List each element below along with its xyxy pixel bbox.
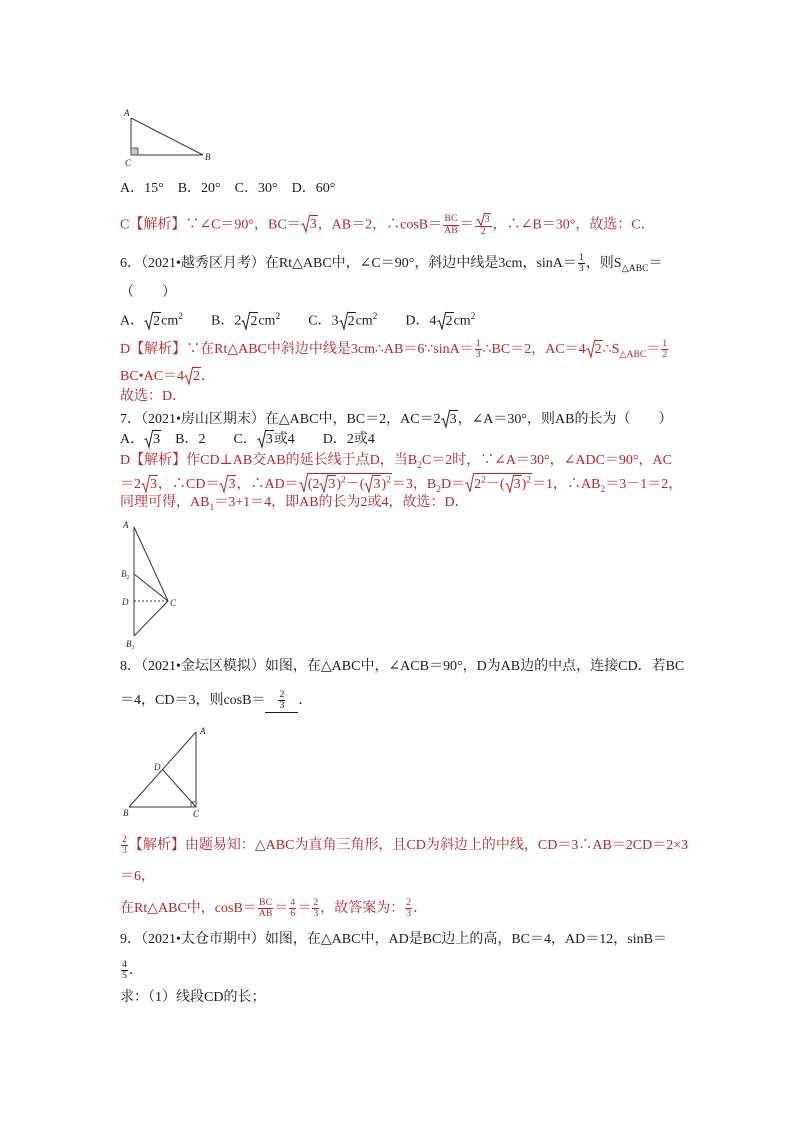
radical-sign-stroke [299, 473, 308, 491]
square-root [144, 312, 161, 329]
radical-sign-stroke [242, 312, 251, 329]
fraction [289, 898, 296, 920]
radical-sign-icon [184, 367, 193, 384]
vertex-label-b: B [123, 808, 129, 818]
subscript: 1 [209, 502, 215, 513]
math-text: ＝3+1＝4，即AB的长为2或4，故选：D． [214, 495, 469, 510]
math-text: 3 [265, 432, 273, 447]
math-text: 2 [662, 349, 668, 361]
q7-stem [120, 410, 672, 430]
subscript: △ABC [619, 349, 647, 360]
math-text: 2 [474, 477, 482, 492]
math-text: ＝6， [120, 869, 155, 884]
math-text: C【解析】∵∠C＝90°，BC＝ [120, 217, 301, 233]
math-text: 同理可得，AB [120, 495, 210, 510]
math-text: 3 [279, 700, 285, 712]
fraction-denominator [405, 909, 412, 919]
square-root [319, 475, 336, 492]
vertex-label-d: D [122, 597, 129, 607]
radicand [227, 475, 236, 492]
math-text: 5 [122, 970, 127, 982]
radical-sign-icon [301, 215, 310, 232]
radical-sign-stroke [220, 475, 229, 492]
math-text: ) [381, 477, 387, 492]
superscript: 2 [372, 312, 378, 322]
radical-sign-icon [586, 340, 595, 357]
math-text: A． [120, 432, 145, 447]
radical-sign-stroke [257, 430, 266, 447]
math-text: 2 [153, 313, 161, 329]
radicand [192, 367, 201, 384]
square-root [586, 340, 603, 357]
vertex-label-c: C [170, 598, 177, 608]
q6-solution-line-2 [120, 367, 215, 387]
square-root [505, 475, 522, 492]
fraction-denominator [475, 227, 492, 237]
math-text: 3 [228, 477, 236, 492]
radicand [445, 312, 454, 329]
radicand [473, 473, 532, 492]
radical-sign-icon [144, 430, 153, 447]
q8-stem-line-2 [120, 690, 312, 710]
vertex-label-b2-letter: B [121, 569, 127, 579]
radicand [152, 430, 161, 447]
math-text: ∴BC＝2，AC＝4 [482, 342, 586, 357]
math-text: D【解析】∵在Rt△ABC中斜边中线是3cm∴AB＝6∵sinA＝ [120, 342, 474, 357]
q7-options [120, 430, 375, 450]
math-text: C＝2时，∵∠A＝30°，∠ADC＝90°，AC [421, 453, 672, 468]
q6-options [120, 307, 475, 327]
superscript: 2 [275, 312, 281, 322]
vertex-label-b1 [126, 639, 135, 651]
math-text: D＝ [441, 477, 466, 492]
vertex-label-a: A [123, 520, 129, 530]
math-text: ． [201, 369, 216, 384]
radical-sign-icon [364, 475, 373, 492]
q6-solution-line-3 [120, 387, 186, 407]
radical-sign-icon [339, 312, 348, 329]
math-text: ＝ [459, 217, 474, 233]
math-text: 3 [484, 214, 490, 225]
math-text: 3 [313, 908, 319, 920]
q6-stem [120, 253, 663, 273]
radicand [309, 215, 318, 232]
radical-sign-stroke [437, 312, 446, 329]
fraction-denominator [121, 846, 128, 856]
fraction [312, 898, 319, 920]
math-text: 2 [122, 834, 127, 845]
square-root [219, 475, 236, 492]
math-text: ． [128, 963, 143, 978]
radicand [149, 475, 158, 492]
math-text: ＝1，∴AB [532, 477, 601, 492]
right-angle-mark [131, 148, 138, 155]
math-text: 1 [475, 338, 481, 349]
q8-solution-line-2 [120, 867, 155, 887]
vertex-label-b: B [205, 152, 211, 162]
fraction [121, 960, 128, 982]
math-text: 2 [279, 689, 285, 700]
math-text: 4 [290, 897, 296, 908]
fraction-denominator [312, 909, 319, 919]
answer-blank [265, 690, 298, 713]
q8-solution-line-3 [120, 898, 427, 918]
math-text: 3 [373, 477, 381, 492]
math-text: cm [453, 313, 471, 329]
radical-sign-stroke [301, 216, 310, 233]
radical-sign-icon [505, 475, 514, 492]
math-text: A． [120, 313, 145, 329]
fraction-denominator [578, 264, 585, 274]
math-text: ，故答案为： [320, 901, 405, 916]
radical-sign-stroke [339, 312, 348, 329]
radical-sign-icon [441, 410, 450, 427]
math-text: 3 [328, 477, 336, 492]
q9-stem-line-1 [120, 930, 667, 950]
radical-sign-icon [241, 312, 250, 329]
fraction [258, 898, 274, 920]
radical-sign-stroke [586, 340, 595, 357]
superscript: 2 [341, 475, 346, 486]
math-text: ) [521, 477, 527, 492]
radicand [152, 312, 161, 329]
q7-solution-line-2 [120, 473, 682, 493]
radical-sign-stroke [145, 312, 154, 329]
math-text: 故选：D． [120, 389, 187, 404]
math-text: ＝ [646, 342, 661, 357]
radicand [513, 475, 522, 492]
math-text: ∴S [602, 342, 620, 357]
radical-sign-icon [299, 473, 308, 492]
q9-stem-line-2 [120, 960, 143, 980]
math-text: 4 [122, 959, 127, 970]
fraction-denominator [443, 226, 459, 236]
math-text: 3 [449, 412, 457, 427]
math-text: BC [444, 213, 458, 225]
vertex-label-b1-letter: B [126, 639, 132, 649]
math-text: ＝2 [120, 477, 141, 492]
math-text: ＝ [274, 901, 289, 916]
math-text: 2 [445, 313, 453, 329]
radicand [327, 475, 336, 492]
math-text: AB [444, 224, 458, 236]
side-ab [131, 118, 203, 155]
radicand [265, 430, 274, 447]
fraction [443, 214, 459, 236]
vertex-label-a: A [200, 726, 206, 736]
math-text: ＝ [648, 256, 663, 271]
radical-sign-stroke [505, 475, 514, 492]
math-text: 3 [513, 477, 521, 492]
math-text: 7．（2021•房山区期末）在△ABC中，BC＝2，AC＝2 [120, 412, 441, 427]
math-text: 2 [250, 313, 258, 329]
q8-solution-line-1 [120, 835, 688, 855]
math-text: BC•AC＝4 [120, 369, 185, 384]
radicand [307, 473, 392, 492]
vertex-label-d: D [154, 762, 161, 772]
fraction-denominator [661, 350, 668, 360]
math-text: B．2 [183, 313, 242, 329]
radical-sign-stroke [145, 430, 154, 447]
math-text: ，∴CD＝ [158, 477, 220, 492]
math-text: 2 [313, 897, 319, 908]
math-text: cm [161, 313, 179, 329]
q7-triangle-figure [112, 515, 182, 655]
fraction [278, 690, 285, 712]
fraction-denominator [121, 971, 128, 981]
subscript: 2 [417, 460, 422, 471]
radical-sign-icon [437, 312, 446, 329]
q8-stem-line-1 [120, 657, 684, 677]
q8-right-triangle-figure [115, 722, 210, 822]
math-text: ． [413, 901, 428, 916]
math-text: D【解析】作CD⊥AB交AB的延长线于点D，当B [120, 453, 418, 468]
math-text: C．3 [280, 313, 339, 329]
square-root [144, 430, 161, 447]
radical-sign-stroke [320, 475, 329, 492]
radicand [449, 410, 458, 427]
square-root [184, 367, 201, 384]
radical-sign-stroke [184, 367, 193, 384]
math-text: ＝3－1＝2， [605, 477, 683, 492]
fraction-denominator [258, 909, 274, 919]
fraction-denominator [289, 909, 296, 919]
fraction [475, 339, 482, 361]
math-text: AB [258, 908, 273, 920]
radical-sign-stroke [141, 475, 150, 492]
square-root [241, 312, 258, 329]
line-a-c [134, 527, 168, 601]
radical-sign-icon [257, 430, 266, 447]
q5-solution [120, 213, 655, 237]
math-text: 2 [347, 313, 355, 329]
fraction [405, 898, 412, 920]
superscript: 2 [470, 312, 476, 322]
square-root [339, 312, 356, 329]
radical-sign-icon [465, 473, 474, 492]
line-b1-c [134, 601, 168, 636]
fraction-numerator [475, 213, 492, 227]
square-root [141, 475, 158, 492]
math-text: ． [298, 693, 313, 708]
math-text: ) [336, 477, 342, 492]
radical-sign-icon [219, 475, 228, 492]
math-text: ，∴AD＝ [236, 477, 299, 492]
math-text: －( [345, 477, 365, 492]
square-root [437, 312, 454, 329]
math-text: (2 [307, 477, 320, 492]
math-text: 1 [662, 338, 668, 349]
math-text: 2 [594, 342, 602, 357]
radical-sign-stroke [365, 475, 374, 492]
square-root [364, 475, 381, 492]
superscript: 2 [386, 475, 391, 486]
math-text: 3 [153, 432, 161, 447]
superscript: 2 [481, 475, 486, 486]
square-root [301, 215, 318, 232]
math-text: ＝ [297, 901, 312, 916]
radicand [249, 312, 258, 329]
math-text: 2 [193, 369, 201, 384]
fraction-denominator [475, 350, 482, 360]
q6-answer-paren [120, 283, 176, 303]
radicand [484, 213, 491, 226]
math-text: ，AB＝2，∴cosB＝ [317, 217, 443, 233]
vertex-label-a: A [124, 108, 130, 118]
math-text: A．15° B．20° C．30° D．60° [120, 181, 336, 196]
math-text: 9．（2021•太仓市期中）如图，在△ABC中，AD是BC边上的高，BC＝4，AD＝12，sinB＝ [120, 932, 667, 947]
q5-right-triangle-figure [110, 100, 220, 175]
q7-solution-line-1 [120, 451, 672, 471]
math-text: 3 [475, 349, 481, 361]
radical-sign-icon [319, 475, 328, 492]
median-cd [163, 770, 197, 808]
math-text: 8．（2021•金坛区模拟）如图，在△ABC中，∠ACB＝90°，D为AB边的中点，连接CD．若BC [120, 659, 685, 674]
vertex-label-c: C [125, 158, 132, 168]
subscript: 2 [600, 484, 606, 495]
radical-sign-stroke [466, 473, 475, 491]
math-text: 3 [578, 263, 584, 275]
math-text: BC [259, 897, 273, 908]
math-text: ，∴∠B＝30°，故选：C． [492, 217, 655, 233]
math-text: 3 [406, 908, 412, 920]
math-text: （ ） [120, 285, 176, 300]
math-text: 2 [406, 897, 412, 908]
math-text: 3 [122, 845, 127, 857]
radical-sign-icon [476, 213, 485, 226]
math-text: 求：（1）线段CD的长； [120, 990, 266, 1005]
math-text: ＝3，B [391, 477, 437, 492]
math-text: 6．（2021•越秀区月考）在Rt△ABC中，∠C＝90°，斜边中线是3cm，sinA＝ [120, 256, 577, 271]
radicand [372, 475, 381, 492]
vertex-label-b1-subscript: 1 [131, 645, 135, 651]
q9-question-1 [120, 988, 265, 1008]
math-text: 【解析】由题易知：△ABC为直角三角形，且CD为斜边上的中线，CD＝3∴AB＝2CD＝2×3 [128, 838, 689, 853]
q7-solution-line-3 [120, 493, 469, 513]
math-text: ，∠A＝30°，则AB的长为（ ） [457, 412, 673, 427]
math-text: 6 [290, 908, 296, 920]
radical-sign-stroke [441, 410, 450, 427]
fraction-denominator [278, 701, 285, 711]
subscript: △ABC [621, 263, 649, 274]
math-text: D．4 [377, 313, 437, 329]
line-b2-c [134, 574, 168, 601]
radicand [594, 340, 603, 357]
vertex-label-b2 [121, 569, 130, 581]
superscript: 2 [526, 475, 532, 486]
square-root [299, 473, 392, 492]
math-text: －( [485, 477, 505, 492]
square-root [441, 410, 458, 427]
subscript: 2 [436, 484, 442, 495]
fraction [121, 835, 128, 857]
math-text: 在Rt△ABC中，cosB＝ [120, 901, 257, 916]
math-text: cm [355, 313, 373, 329]
radical-sign-stroke [476, 213, 485, 225]
math-text: ＝4，CD＝3，则cosB＝ [120, 693, 266, 708]
radical-sign-icon [144, 312, 153, 329]
superscript: 2 [178, 312, 183, 322]
math-text: B．2 C． [161, 432, 257, 447]
fraction [475, 213, 492, 237]
math-text: 或4 D．2或4 [273, 432, 375, 447]
fraction [578, 253, 585, 275]
vertex-label-c: C [193, 809, 200, 819]
vertex-label-b2-subscript: 2 [126, 575, 130, 581]
square-root [476, 213, 491, 226]
q6-solution-line-1 [120, 339, 669, 359]
math-text: 3 [150, 477, 157, 492]
math-text: 1 [578, 252, 584, 263]
math-text: cm [258, 313, 276, 329]
fraction [661, 339, 668, 361]
square-root [465, 473, 532, 492]
radicand [347, 312, 356, 329]
math-text: 3 [309, 217, 317, 233]
math-text: ，则S [585, 256, 622, 271]
q5-options [120, 179, 335, 199]
square-root [257, 430, 274, 447]
math-text: 2 [480, 225, 486, 237]
radical-sign-icon [141, 475, 150, 492]
